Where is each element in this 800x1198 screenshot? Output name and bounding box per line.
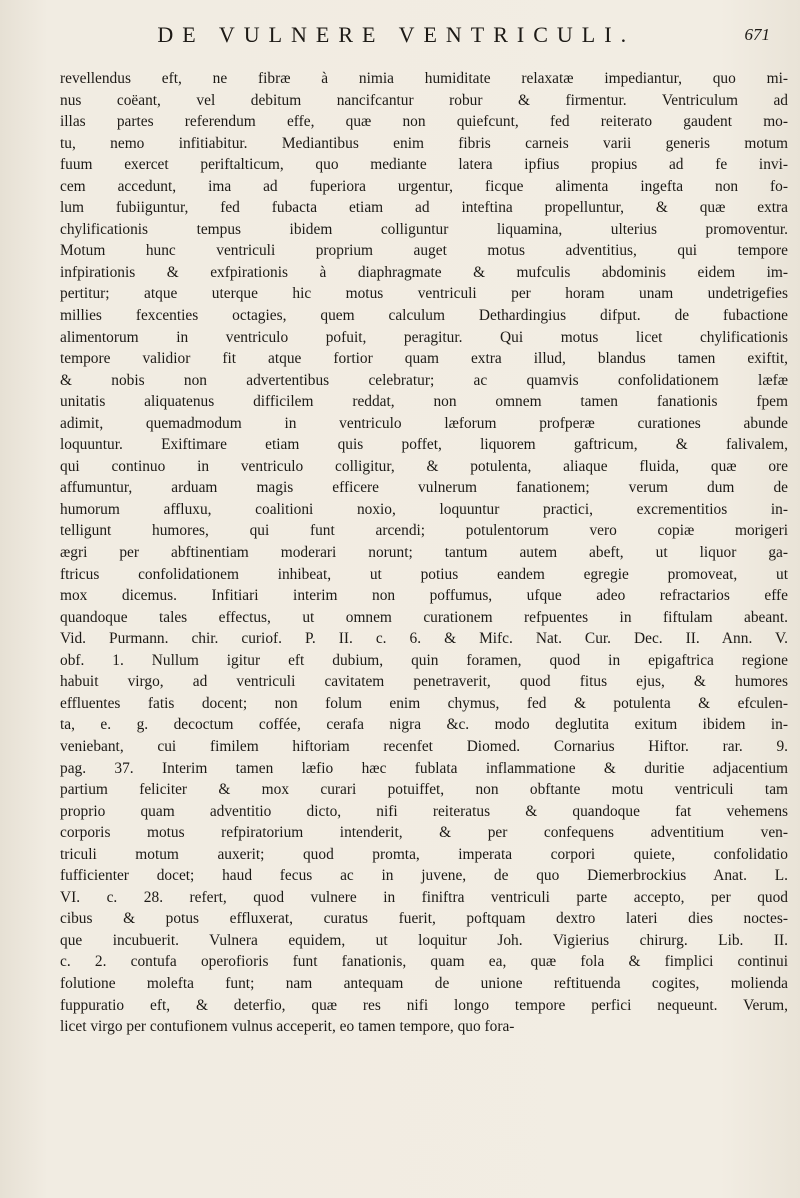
text-line: nus coëant, vel debitum nancifcantur robur & firmentur. Ventriculum ad: [60, 91, 788, 109]
body-text: [60, 68, 788, 1038]
text-line: VI. c. 28. refert, quod vulnere in finiftra ventriculi parte accepto, per quod: [60, 888, 788, 906]
text-line: telligunt humores, qui funt arcendi; potulentorum vero copiæ morigeri: [60, 522, 788, 540]
text-line: illas partes referendum effe, quæ non quiefcunt, fed reiterato gaudent mo-: [60, 113, 788, 131]
running-title: DE VULNERE VENTRICULI.: [157, 22, 636, 47]
text-line: fuum exercet periftalticum, quo mediante latera ipfius propius ad fe invi-: [60, 156, 788, 174]
text-line: pag. 37. Interim tamen læfio hæc fublata inflammatione & duritie adjacentium: [60, 759, 788, 777]
text-line: humorum affluxu, coalitioni noxio, loquuntur practici, excrementitios in-: [60, 500, 788, 518]
text-line: ægri per abftinentiam moderari norunt; tantum autem abeft, ut liquor ga-: [60, 544, 788, 562]
text-line: fuppuratio eft, & deterfio, quæ res nifi longo tempore perfici nequeunt. Verum,: [60, 996, 788, 1014]
text-line: ta, e. g. decoctum coffée, cerafa nigra &c. modo deglutita exitum ibidem in-: [60, 716, 788, 734]
text-line: cibus & potus effluxerat, curatus fuerit, poftquam dextro lateri dies noctes-: [60, 910, 788, 928]
text-line: revellendus eft, ne fibræ à nimia humiditate relaxatæ impediantur, quo mi-: [60, 70, 788, 87]
text-line: adimit, quemadmodum in ventriculo læforum profperæ curationes abunde: [60, 414, 788, 432]
text-line: tempore validior fit atque fortior quam extra illud, blandus tamen exiftit,: [60, 350, 788, 368]
page-number: 671: [744, 25, 770, 44]
text-line: folutione molefta funt; nam antequam de unione reftituenda cogites, molienda: [60, 974, 788, 992]
text-line: que incubuerit. Vulnera equidem, ut loquitur Joh. Vigierius chirurg. Lib. II.: [60, 931, 788, 949]
text-line: veniebant, cui fimilem hiftoriam recenfet Diomed. Cornarius Hiftor. rar. 9.: [60, 737, 788, 755]
text-line: tu, nemo infitiabitur. Mediantibus enim fibris carneis varii generis motum: [60, 134, 788, 152]
running-head: [56, 10, 770, 60]
text-line: & nobis non advertentibus celebratur; ac quamvis confolidationem læfæ: [60, 371, 788, 389]
text-line: affumuntur, arduam magis efficere vulnerum fanationem; verum dum de: [60, 479, 788, 497]
text-line: Vid. Purmann. chir. curiof. P. II. c. 6. & Mifc. Nat. Cur. Dec. II. Ann. V.: [60, 630, 788, 648]
text-line: corporis motus refpiratorium intenderit, & per confequens adventitium ven-: [60, 824, 788, 842]
text-line: fufficienter docet; haud fecus ac in juvene, de quo Diemerbrockius Anat. L.: [60, 867, 788, 885]
text-line: unitatis aliquatenus difficilem reddat, non omnem tamen fanationis fpem: [60, 393, 788, 411]
text-line: chylificationis tempus ibidem colliguntur liquamina, ulterius promoventur.: [60, 220, 788, 238]
text-line: licet virgo per contufionem vulnus acceperit, eo tamen tempore, quo fora-: [60, 1018, 515, 1036]
text-line: ftricus confolidationem inhibeat, ut potius eandem egregie promoveat, ut: [60, 565, 788, 583]
text-line: obf. 1. Nullum igitur eft dubium, quin foramen, quod in epigaftrica regione: [60, 651, 788, 669]
text-line: c. 2. contufa operofioris funt fanationis, quam ea, quæ fola & fimplici continui: [60, 953, 788, 971]
text-line: triculi motum auxerit; quod promta, imperata corpori quiete, confolidatio: [60, 845, 788, 863]
text-line: proprio quam adventitio dicto, nifi reiteratus & quandoque fat vehemens: [60, 802, 788, 820]
text-line: alimentorum in ventriculo pofuit, peragitur. Qui motus licet chylificationis: [60, 328, 788, 346]
text-line: millies fexcenties octagies, quem calculum Dethardingius difput. de fubactione: [60, 307, 788, 325]
text-line: habuit virgo, ad ventriculi cavitatem penetraverit, quod fitus ejus, & humores: [60, 673, 788, 691]
text-line: infpirationis & exfpirationis à diaphragmate & mufculis abdominis eidem im-: [60, 263, 788, 281]
text-line: qui continuo in ventriculo colligitur, & potulenta, aliaque fluida, quæ ore: [60, 457, 788, 475]
text-line: effluentes fatis docent; non folum enim chymus, fed & potulenta & efculen-: [60, 694, 788, 712]
text-line: mox dicemus. Infitiari interim non poffumus, ufque adeo refractarios effe: [60, 587, 788, 605]
text-line: partium feliciter & mox curari potuiffet, non obftante motu ventriculi tam: [60, 781, 788, 799]
text-line: loquuntur. Exiftimare etiam quis poffet, liquorem gaftricum, & falivalem,: [60, 436, 788, 454]
text-line: lum fubiiguntur, fed fubacta etiam ad inteftina propelluntur, & quæ extra: [60, 199, 788, 217]
text-line: Motum hunc ventriculi proprium auget motus adventitius, qui tempore: [60, 242, 788, 260]
text-line: quandoque tales effectus, ut omnem curationem refpuentes in fiftulam abeant.: [60, 608, 788, 626]
text-line: cem accedunt, ima ad fuperiora urgentur, ficque alimenta ingefta non fo-: [60, 177, 788, 195]
text-line: pertitur; atque uterque hic motus ventriculi per horam unam undetrigefies: [60, 285, 788, 303]
